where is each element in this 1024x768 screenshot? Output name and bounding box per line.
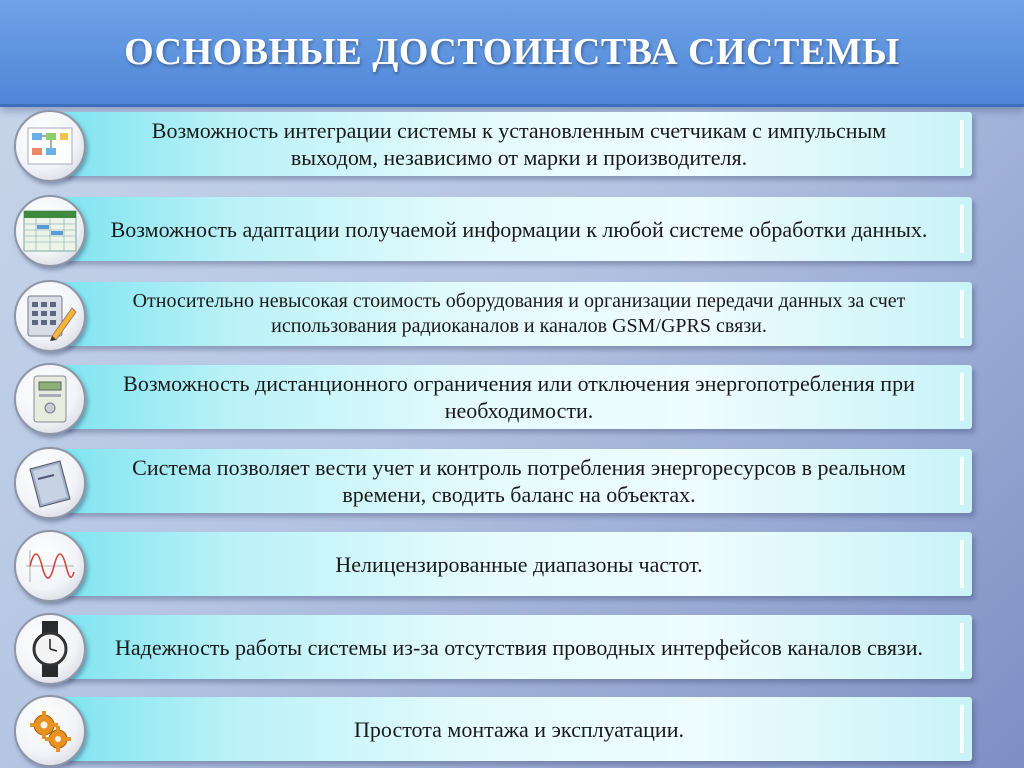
advantage-card [62, 449, 972, 513]
advantage-text: Относительно невысокая стоимость оборудования и организации передачи данных за счет использования радиоканалов и каналов GSM/GPRS связи. [132, 290, 906, 337]
list-item [14, 365, 976, 433]
excel-spreadsheet-icon [14, 195, 86, 267]
wristwatch-icon [14, 613, 86, 685]
list-item [14, 197, 976, 265]
card-edge [960, 373, 964, 421]
list-item [14, 112, 976, 180]
card-edge [960, 705, 964, 753]
advantage-text: Система позволяет вести учет и контроль потребления энергоресурсов в реальном времени, сводить баланс на объектах. [132, 455, 906, 507]
advantage-text: Простота монтажа и эксплуатации. [354, 716, 684, 742]
advantage-text: Возможность адаптации получаемой информации к любой системе обработки данных. [110, 216, 928, 242]
advantage-card [62, 365, 972, 429]
advantage-card [62, 532, 972, 596]
card-edge [960, 120, 964, 168]
report-folder-icon [14, 447, 86, 519]
advantage-card [62, 697, 972, 761]
advantage-card [62, 282, 972, 346]
card-edge [960, 290, 964, 338]
list-item [14, 615, 976, 683]
advantage-text: Возможность интеграции системы к установленным счетчикам с импульсным выходом, независимо от марки и производителя. [151, 118, 887, 170]
gears-icon [14, 695, 86, 767]
advantage-text: Возможность дистанционного ограничения или отключения энергопотребления при необходимости. [123, 371, 915, 423]
list-item [14, 282, 976, 350]
diagram-icon [14, 110, 86, 182]
advantage-text: Надежность работы системы из-за отсутствия проводных интерфейсов каналов связи. [114, 634, 923, 660]
calculator-pencil-icon [14, 280, 86, 352]
advantage-text: Нелицензированные диапазоны частот. [335, 551, 703, 577]
advantage-card [62, 615, 972, 679]
list-item [14, 697, 976, 765]
card-edge [960, 205, 964, 253]
advantage-card [62, 197, 972, 261]
waveform-icon [14, 530, 86, 602]
advantage-card [62, 112, 972, 176]
list-item [14, 532, 976, 600]
electric-meter-icon [14, 363, 86, 435]
card-edge [960, 540, 964, 588]
card-edge [960, 623, 964, 671]
list-item [14, 449, 976, 517]
title-bar [0, 0, 1024, 107]
page-title: ОСНОВНЫЕ ДОСТОИНСТВА СИСТЕМЫ [124, 31, 900, 73]
card-edge [960, 457, 964, 505]
